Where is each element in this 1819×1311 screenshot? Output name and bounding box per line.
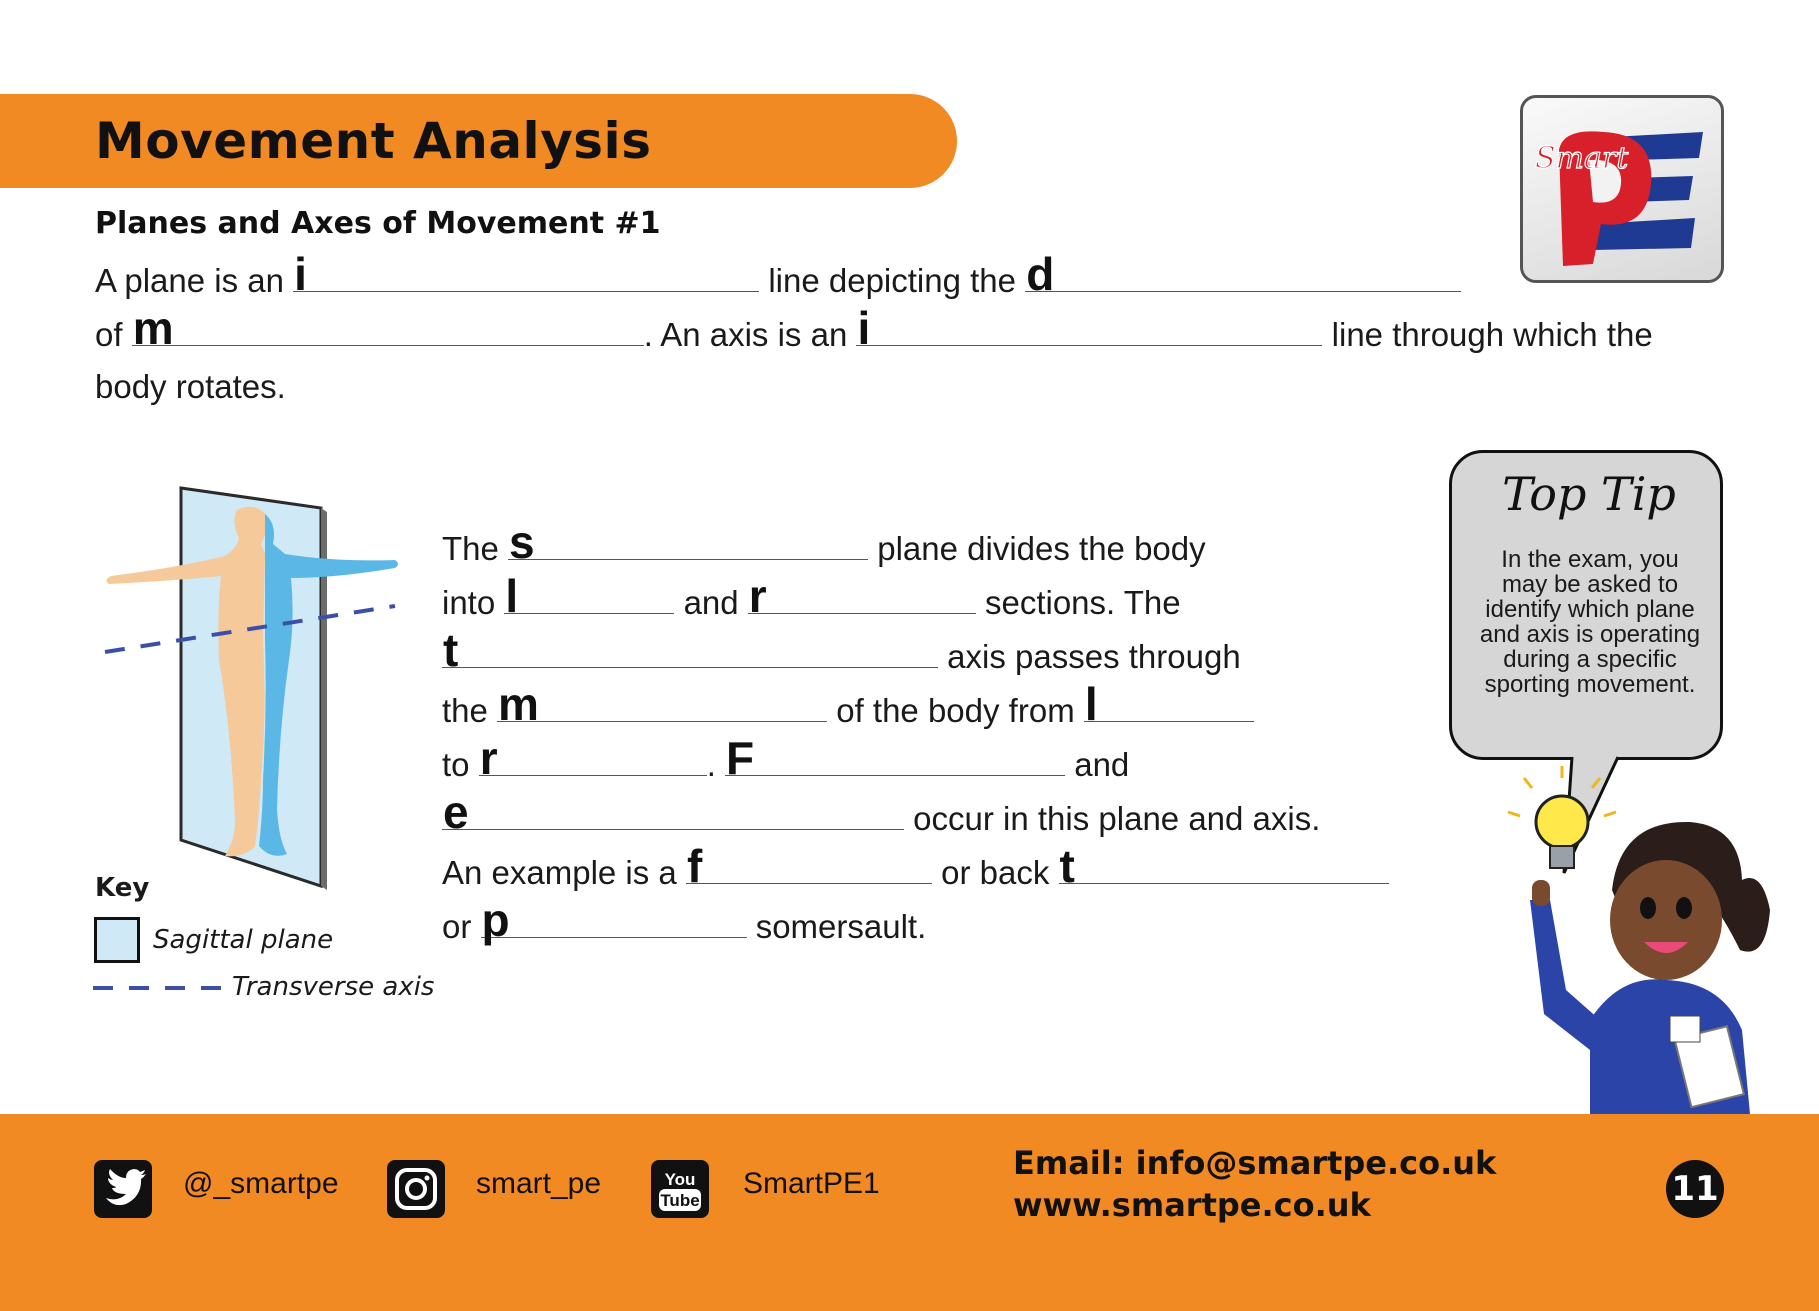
- paragraph-text: or back: [941, 854, 1050, 891]
- youtube-icon-text: Tube: [660, 1191, 700, 1210]
- blank-hint-letter: m: [132, 302, 174, 354]
- paragraph-text: .: [706, 746, 716, 783]
- paragraph-text: plane divides the body: [877, 530, 1206, 567]
- smartpe-logo: [1520, 95, 1724, 283]
- fill-blank[interactable]: [1025, 248, 1461, 300]
- logo-graphic: [1523, 98, 1724, 283]
- paragraph-text: occur in this plane and axis.: [913, 800, 1321, 837]
- top-tip-title: Top Tip: [1502, 467, 1676, 521]
- fill-blank[interactable]: [856, 302, 1322, 354]
- key-axis-label: Transverse axis: [232, 972, 435, 1002]
- character-graphic: [1470, 760, 1770, 1114]
- intro-line-1: [95, 248, 1461, 308]
- fill-blank[interactable]: [686, 840, 932, 892]
- fill-blank[interactable]: [132, 302, 644, 354]
- page-title: Movement Analysis: [95, 112, 652, 170]
- page-number: 11: [1666, 1160, 1724, 1218]
- blank-hint-letter: t: [443, 624, 459, 676]
- twitter-icon[interactable]: [94, 1160, 152, 1218]
- blank-hint-letter: s: [509, 516, 535, 568]
- intro-text: of: [95, 316, 123, 353]
- intro-text: . An axis is an: [643, 316, 848, 353]
- blank-hint-letter: e: [443, 786, 469, 838]
- body-plane-illustration: [95, 480, 415, 900]
- instagram-glyph: [387, 1160, 445, 1218]
- paragraph-text: axis passes through: [947, 638, 1241, 675]
- intro-text: body rotates.: [95, 368, 286, 405]
- top-tip-text: In the exam, you may be asked to identify which plane and axis is operating during a specific sporting movement.: [1479, 546, 1701, 698]
- youtube-channel[interactable]: SmartPE1: [743, 1167, 880, 1200]
- blank-hint-letter: F: [726, 732, 755, 784]
- fill-blank[interactable]: [725, 732, 1065, 784]
- paragraph-line-8: [442, 894, 927, 952]
- intro-line-3: [95, 360, 286, 414]
- youtube-icon[interactable]: [651, 1160, 709, 1218]
- blank-hint-letter: l: [505, 570, 519, 622]
- fill-blank[interactable]: [748, 570, 976, 622]
- paragraph-line-5: [442, 732, 1130, 790]
- fill-blank[interactable]: [442, 624, 938, 676]
- footer-bar: [0, 1114, 1819, 1311]
- intro-line-2: [95, 302, 1653, 362]
- paragraph-line-4: [442, 678, 1254, 736]
- blank-hint-letter: p: [481, 894, 510, 946]
- paragraph-text: somersault.: [755, 908, 927, 945]
- blank-hint-letter: m: [498, 678, 539, 730]
- paragraph-text: to: [442, 746, 470, 783]
- paragraph-text: The: [442, 530, 499, 567]
- paragraph-text: into: [442, 584, 496, 621]
- fill-blank[interactable]: [1059, 840, 1389, 892]
- youtube-glyph: [651, 1160, 709, 1218]
- blank-hint-letter: i: [857, 302, 871, 354]
- fill-blank[interactable]: [504, 570, 674, 622]
- lightbulb-icon: [1508, 766, 1616, 868]
- sagittal-plane-swatch: [94, 917, 140, 963]
- fill-blank[interactable]: [442, 786, 904, 838]
- paragraph-text: of the body from: [836, 692, 1075, 729]
- paragraph-text: the: [442, 692, 488, 729]
- key-plane-label: Sagittal plane: [153, 925, 334, 955]
- contact-website[interactable]: www.smartpe.co.uk: [1013, 1186, 1371, 1224]
- intro-text: line depicting the: [768, 262, 1017, 299]
- blank-hint-letter: d: [1026, 248, 1055, 300]
- paragraph-line-2: [442, 570, 1181, 628]
- key-label: Key: [95, 873, 150, 903]
- paragraph-line-6: [442, 786, 1321, 844]
- paragraph-line-1: [442, 516, 1206, 574]
- logo-text: Smart: [1535, 141, 1629, 176]
- blank-hint-letter: f: [686, 840, 703, 892]
- paragraph-text: sections. The: [984, 584, 1181, 621]
- paragraph-line-7: [442, 840, 1389, 898]
- teacher-character-illustration: [1470, 760, 1770, 1114]
- blank-hint-letter: r: [479, 732, 498, 784]
- paragraph-text: and: [683, 584, 739, 621]
- section-subtitle: Planes and Axes of Movement #1: [95, 206, 661, 241]
- blank-hint-letter: i: [294, 248, 307, 300]
- blank-hint-letter: r: [748, 570, 767, 622]
- instagram-icon[interactable]: [387, 1160, 445, 1218]
- fill-blank[interactable]: [508, 516, 868, 568]
- blank-hint-letter: t: [1059, 840, 1075, 892]
- fill-blank[interactable]: [497, 678, 827, 730]
- transverse-axis-swatch: [93, 986, 221, 990]
- paragraph-text: or: [442, 908, 472, 945]
- fill-blank[interactable]: [1084, 678, 1254, 730]
- contact-email[interactable]: Email: info@smartpe.co.uk: [1013, 1144, 1497, 1182]
- blank-hint-letter: l: [1084, 678, 1098, 730]
- intro-text: A plane is an: [95, 262, 284, 299]
- fill-blank[interactable]: [481, 894, 747, 946]
- paragraph-line-3: [442, 624, 1241, 682]
- twitter-handle[interactable]: @_smartpe: [183, 1167, 339, 1200]
- youtube-icon-text: You: [664, 1170, 696, 1189]
- intro-text: line through which the: [1331, 316, 1653, 353]
- paragraph-text: and: [1074, 746, 1130, 783]
- fill-blank[interactable]: [293, 248, 759, 300]
- twitter-glyph: [94, 1160, 152, 1218]
- paragraph-text: An example is a: [442, 854, 677, 891]
- fill-blank[interactable]: [479, 732, 707, 784]
- sagittal-plane-diagram: [95, 480, 415, 900]
- top-tip-bubble: [1449, 450, 1723, 760]
- instagram-handle[interactable]: smart_pe: [476, 1167, 602, 1200]
